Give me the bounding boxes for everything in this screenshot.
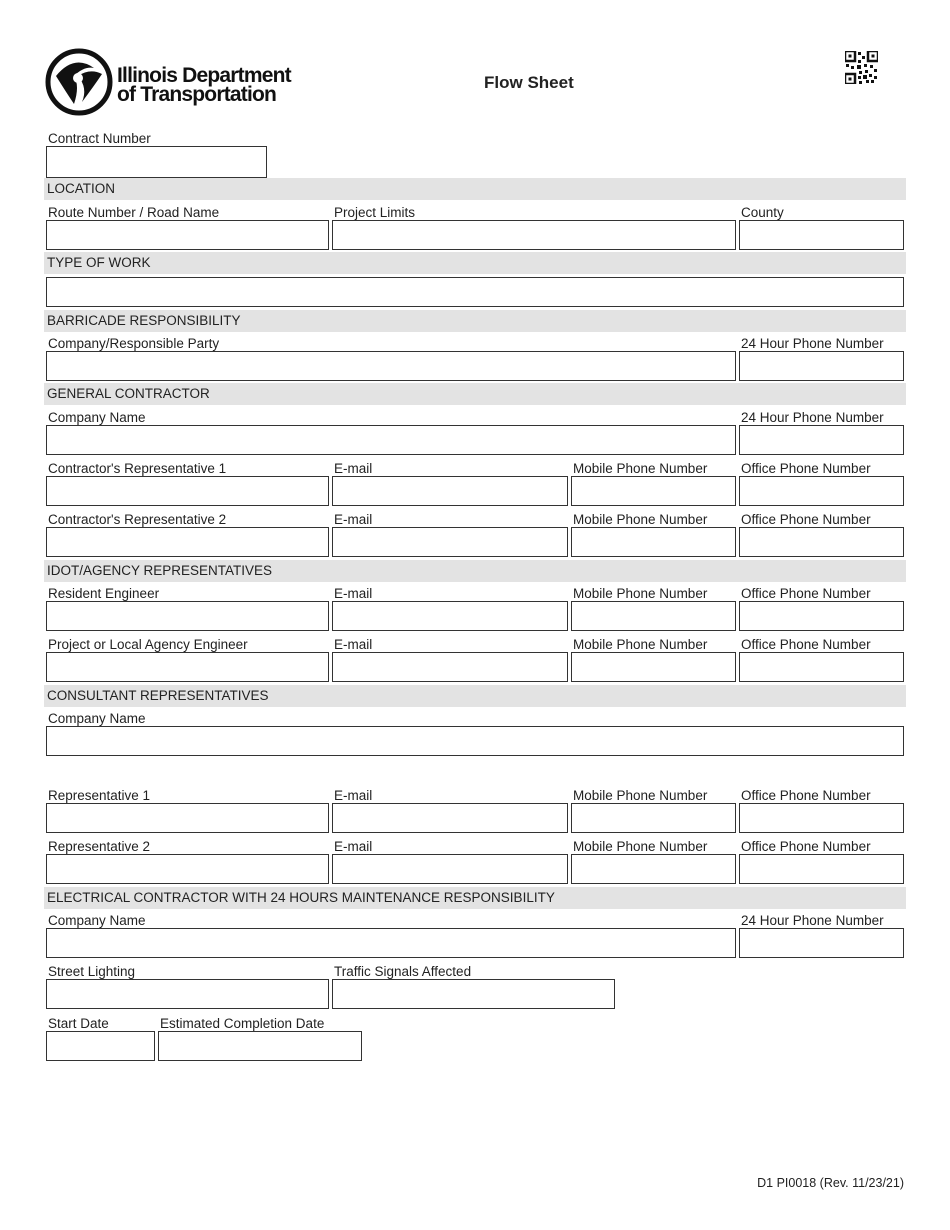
gc-rep2-label: Contractor's Representative 2 — [48, 512, 227, 527]
barricade-company-input[interactable] — [46, 351, 736, 381]
gc-phone-label: 24 Hour Phone Number — [741, 410, 884, 425]
consultant-rep2-input[interactable] — [46, 854, 329, 884]
consultant-rep2-mobile-input[interactable] — [571, 854, 736, 884]
consultant-rep2-email-label: E-mail — [334, 839, 373, 854]
project-limits-input[interactable] — [332, 220, 736, 250]
resident-mobile-label: Mobile Phone Number — [573, 586, 708, 601]
resident-engineer-input[interactable] — [46, 601, 329, 631]
project-office-label: Office Phone Number — [741, 637, 871, 652]
consultant-rep2-email-input[interactable] — [332, 854, 568, 884]
section-location: LOCATION — [44, 178, 906, 200]
resident-office-label: Office Phone Number — [741, 586, 871, 601]
street-lighting-label: Street Lighting — [48, 964, 136, 979]
consultant-rep2-mobile-label: Mobile Phone Number — [573, 839, 708, 854]
section-idot-agency: IDOT/AGENCY REPRESENTATIVES — [44, 560, 906, 582]
form-id: D1 PI0018 (Rev. 11/23/21) — [757, 1176, 904, 1190]
gc-rep2-office-label: Office Phone Number — [741, 512, 871, 527]
resident-email-input[interactable] — [332, 601, 568, 631]
gc-rep2-office-input[interactable] — [739, 527, 904, 557]
project-email-label: E-mail — [334, 637, 373, 652]
start-date-input[interactable] — [46, 1031, 155, 1061]
gc-rep1-office-label: Office Phone Number — [741, 461, 871, 476]
section-type-of-work: TYPE OF WORK — [44, 252, 906, 274]
consultant-rep1-mobile-label: Mobile Phone Number — [573, 788, 708, 803]
consultant-rep2-office-label: Office Phone Number — [741, 839, 871, 854]
section-consultant: CONSULTANT REPRESENTATIVES — [44, 685, 906, 707]
gc-company-label: Company Name — [48, 410, 146, 425]
gc-rep1-office-input[interactable] — [739, 476, 904, 506]
section-electrical: ELECTRICAL CONTRACTOR WITH 24 HOURS MAINTENANCE RESPONSIBILITY — [44, 887, 906, 909]
agency-name — [117, 66, 291, 104]
consultant-rep1-office-label: Office Phone Number — [741, 788, 871, 803]
qr-code-icon — [845, 51, 878, 84]
gc-rep2-email-input[interactable] — [332, 527, 568, 557]
project-mobile-label: Mobile Phone Number — [573, 637, 708, 652]
idot-emblem-icon — [44, 46, 116, 118]
completion-date-label: Estimated Completion Date — [160, 1016, 325, 1031]
electrical-phone-label: 24 Hour Phone Number — [741, 913, 884, 928]
street-lighting-input[interactable] — [46, 979, 329, 1009]
resident-mobile-input[interactable] — [571, 601, 736, 631]
gc-rep1-mobile-input[interactable] — [571, 476, 736, 506]
consultant-rep2-label: Representative 2 — [48, 839, 151, 854]
gc-rep1-email-input[interactable] — [332, 476, 568, 506]
electrical-company-label: Company Name — [48, 913, 146, 928]
gc-company-input[interactable] — [46, 425, 736, 455]
project-limits-label: Project Limits — [334, 205, 416, 220]
barricade-phone-label: 24 Hour Phone Number — [741, 336, 884, 351]
consultant-company-label: Company Name — [48, 711, 146, 726]
agency-name-line2: of Transportation — [117, 83, 277, 106]
gc-rep1-mobile-label: Mobile Phone Number — [573, 461, 708, 476]
barricade-company-label: Company/Responsible Party — [48, 336, 220, 351]
consultant-rep1-office-input[interactable] — [739, 803, 904, 833]
consultant-rep1-mobile-input[interactable] — [571, 803, 736, 833]
resident-email-label: E-mail — [334, 586, 373, 601]
route-input[interactable] — [46, 220, 329, 250]
route-label: Route Number / Road Name — [48, 205, 220, 220]
consultant-company-input[interactable] — [46, 726, 904, 756]
agency-logo — [44, 46, 116, 118]
form-title: Flow Sheet — [484, 73, 574, 92]
resident-office-input[interactable] — [739, 601, 904, 631]
project-office-input[interactable] — [739, 652, 904, 682]
section-barricade: BARRICADE RESPONSIBILITY — [44, 310, 906, 332]
section-general-contractor: GENERAL CONTRACTOR — [44, 383, 906, 405]
gc-rep1-input[interactable] — [46, 476, 329, 506]
gc-rep2-mobile-input[interactable] — [571, 527, 736, 557]
electrical-company-input[interactable] — [46, 928, 736, 958]
gc-rep2-input[interactable] — [46, 527, 329, 557]
resident-engineer-label: Resident Engineer — [48, 586, 160, 601]
gc-rep2-email-label: E-mail — [334, 512, 373, 527]
completion-date-input[interactable] — [158, 1031, 362, 1061]
project-engineer-label: Project or Local Agency Engineer — [48, 637, 248, 652]
project-email-input[interactable] — [332, 652, 568, 682]
gc-rep2-mobile-label: Mobile Phone Number — [573, 512, 708, 527]
start-date-label: Start Date — [48, 1016, 109, 1031]
gc-rep1-label: Contractor's Representative 1 — [48, 461, 227, 476]
consultant-rep2-office-input[interactable] — [739, 854, 904, 884]
type-of-work-input[interactable] — [46, 277, 904, 307]
barricade-phone-input[interactable] — [739, 351, 904, 381]
gc-phone-input[interactable] — [739, 425, 904, 455]
electrical-phone-input[interactable] — [739, 928, 904, 958]
consultant-rep1-label: Representative 1 — [48, 788, 151, 803]
consultant-rep1-email-input[interactable] — [332, 803, 568, 833]
contract-number-input[interactable] — [46, 146, 267, 178]
gc-rep1-email-label: E-mail — [334, 461, 373, 476]
project-engineer-input[interactable] — [46, 652, 329, 682]
county-label: County — [741, 205, 784, 220]
consultant-rep1-input[interactable] — [46, 803, 329, 833]
project-mobile-input[interactable] — [571, 652, 736, 682]
consultant-rep1-email-label: E-mail — [334, 788, 373, 803]
agency-name-line1: Illinois Department — [117, 64, 291, 87]
contract-number-label: Contract Number — [48, 131, 151, 146]
traffic-signals-label: Traffic Signals Affected — [334, 964, 472, 979]
traffic-signals-input[interactable] — [332, 979, 615, 1009]
county-input[interactable] — [739, 220, 904, 250]
